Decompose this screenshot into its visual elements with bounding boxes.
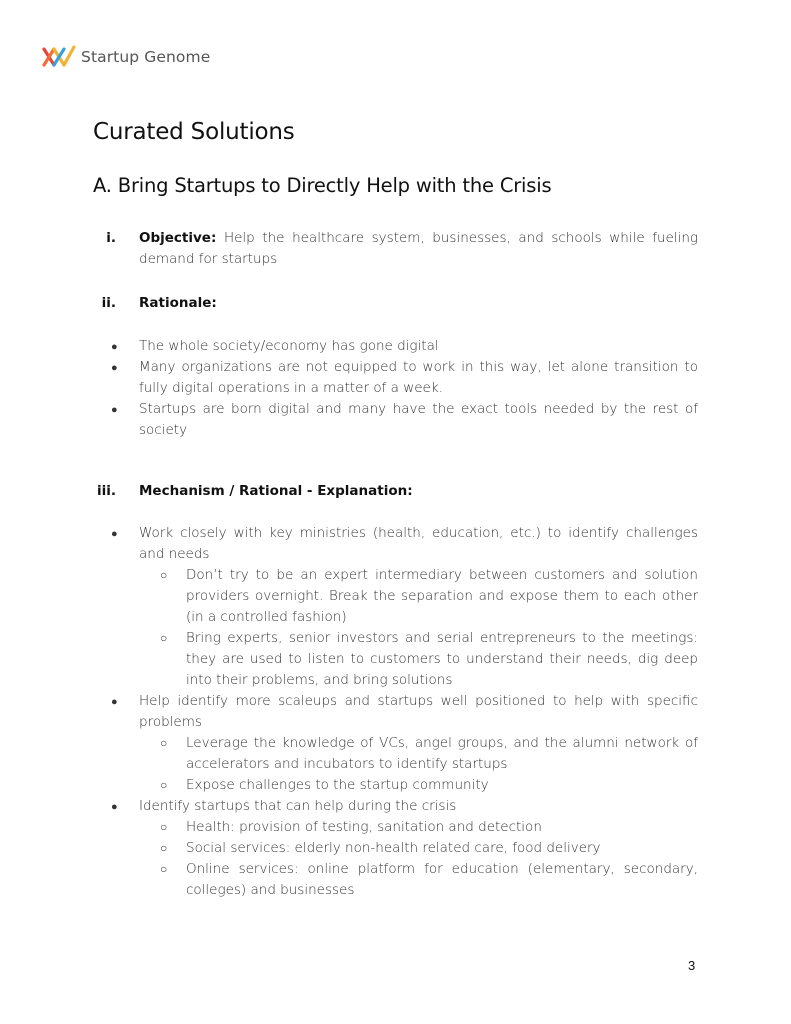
list-item-text: Identify startups that can help during the crisis <box>139 798 457 814</box>
startup-genome-logo <box>42 42 210 72</box>
list-item-text: Help identify more scaleups and startups well positioned to help with specific problems <box>139 693 698 730</box>
list-item: ● Many organizations are not equipped to work in this way, let alone transition to fully digital operations in a matter of a week. <box>110 357 698 399</box>
page-title: Curated Solutions <box>93 119 295 145</box>
list-item <box>110 796 698 901</box>
rationale-label: Rationale: <box>139 295 217 311</box>
objective-numeral: i. <box>106 230 116 246</box>
logo-text: Startup Genome <box>81 48 211 66</box>
sub-list-item: ○ Don’t try to be an expert intermediary between customers and solution providers overnight. Break the separation and expose them to each other (in a controlled fashion) <box>139 565 698 628</box>
rationale-list <box>110 336 698 441</box>
objective-text: Help the healthcare system, businesses, and schools while fueling demand for startups <box>139 230 698 267</box>
list-item <box>110 523 698 691</box>
sub-list-item: ○ Health: provision of testing, sanitation and detection <box>139 817 698 838</box>
sub-list-item: ○ Social services: elderly non-health related care, food delivery <box>139 838 698 859</box>
mechanism-label: Mechanism / Rational - Explanation: <box>139 483 413 499</box>
list-item: ● Startups are born digital and many have the exact tools needed by the rest of society <box>110 399 698 441</box>
mechanism-list <box>110 523 698 901</box>
page-number: 3 <box>688 958 696 973</box>
sub-list <box>139 565 698 691</box>
sub-list <box>139 733 698 796</box>
objective-label: Objective: <box>139 230 217 246</box>
sub-list-item: ○ Leverage the knowledge of VCs, angel groups, and the alumni network of accelerators and incubators to identify startups <box>139 733 698 775</box>
list-item-text: Work closely with key ministries (health, education, etc.) to identify challenges and needs <box>139 525 698 562</box>
section-heading: A. Bring Startups to Directly Help with the Crisis <box>93 174 552 197</box>
sub-list <box>139 817 698 901</box>
startup-genome-logo-icon <box>42 43 78 71</box>
rationale-numeral: ii. <box>101 295 116 311</box>
sub-list-item: ○ Bring experts, senior investors and serial entrepreneurs to the meetings: they are used to listen to customers to understand their needs, dig deep into their problems, and bring solutions <box>139 628 698 691</box>
list-item <box>110 691 698 796</box>
list-item: ● The whole society/economy has gone digital <box>110 336 698 357</box>
objective-paragraph <box>139 228 698 270</box>
mechanism-numeral: iii. <box>96 483 116 499</box>
sub-list-item: ○ Online services: online platform for education (elementary, secondary, colleges) and businesses <box>139 859 698 901</box>
sub-list-item: ○ Expose challenges to the startup community <box>139 775 698 796</box>
